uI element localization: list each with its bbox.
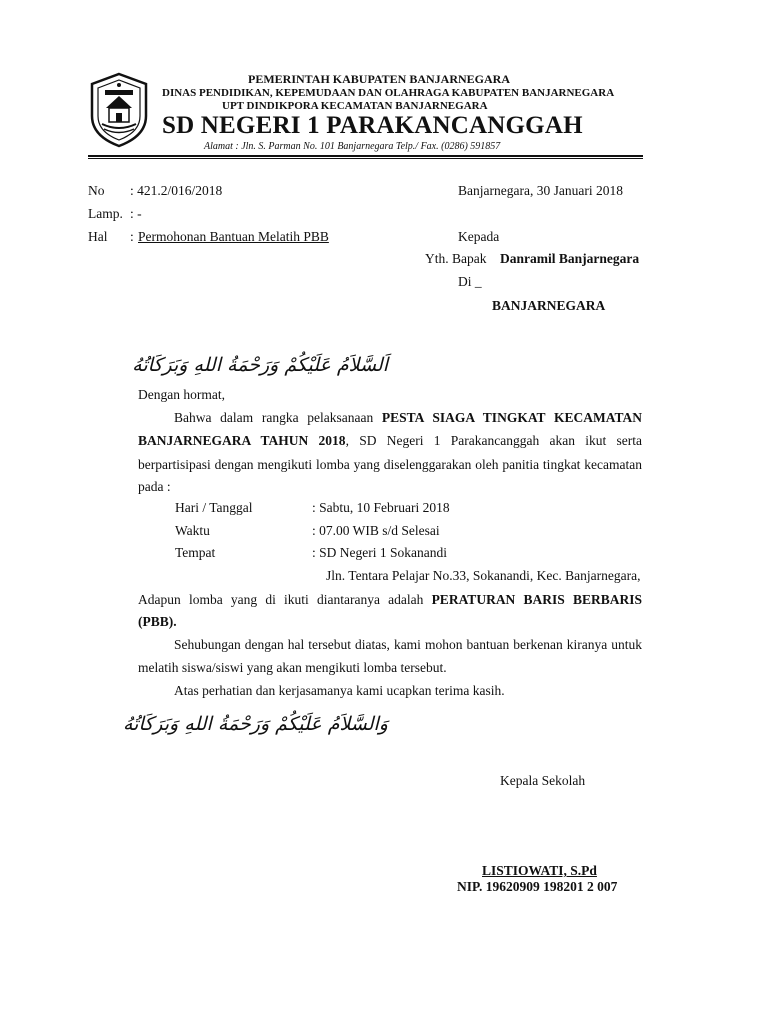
arabic-greeting: اَلسَّلاَمُ عَلَيْكُمْ وَرَحْمَةُ اللهِ وَبَرَكَاتُهُ: [132, 354, 388, 376]
paragraph-4: Atas perhatian dan kerjasamanya kami ucapkan terima kasih.: [174, 683, 505, 698]
detail-place-value: : SD Negeri 1 Sokanandi: [312, 545, 447, 560]
hal-label: Hal: [88, 229, 108, 244]
paragraph-3-line-1: Sehubungan dengan hal tersebut diatas, kami mohon bantuan berkenan kiranya untuk: [174, 637, 642, 652]
no-value: : 421.2/016/2018: [130, 183, 223, 198]
lamp-label: Lamp.: [88, 206, 123, 221]
detail-time-label: Waktu: [175, 523, 210, 538]
no-label: No: [88, 183, 105, 198]
header-government: PEMERINTAH KABUPATEN BANJARNEGARA: [248, 72, 511, 86]
hal-value: Permohonan Bantuan Melatih PBB: [138, 229, 329, 244]
kepada-label: Kepada: [458, 229, 500, 244]
di-label: Di _: [458, 274, 482, 289]
lamp-value: : -: [130, 206, 142, 221]
recipient-city: BANJARNEGARA: [492, 298, 606, 313]
signature-nip: NIP. 19620909 198201 2 007: [457, 879, 618, 894]
paragraph-1-line-3: berpartisipasi dengan mengikuti lomba yang diselenggarakan oleh panitia tingkat kecamatan: [138, 457, 642, 472]
paragraph-2-line-1: [138, 592, 642, 608]
header-upt: UPT DINDIKPORA KECAMATAN BANJARNEGARA: [222, 100, 488, 112]
signature-name: LISTIOWATI, S.Pd: [482, 863, 597, 878]
paragraph-1-line-1: [138, 410, 642, 426]
letter-date: Banjarnegara, 30 Januari 2018: [458, 183, 623, 198]
p1-event-line2: BANJARNEGARA TAHUN 2018: [138, 433, 346, 448]
school-address: Alamat : Jln. S. Parman No. 101 Banjarnegara Telp./ Fax. (0286) 591857: [204, 141, 501, 152]
detail-place-label: Tempat: [175, 545, 216, 560]
header-rule-thick: [88, 155, 643, 157]
detail-day-value: : Sabtu, 10 Februari 2018: [312, 500, 450, 515]
detail-day-label: Hari / Tanggal: [175, 500, 253, 515]
p2-abbreviation: (PBB).: [138, 614, 177, 629]
p1-participation: , SD Negeri 1 Parakancanggah akan ikut serta: [345, 433, 642, 448]
paragraph-3-line-2: melatih siswa/siswi yang akan mengikuti lomba tersebut.: [138, 660, 447, 675]
paragraph-1-line-2: [138, 433, 642, 449]
arabic-closing: وَالسَّلاَمُ عَلَيْكُمْ وَرَحْمَةُ اللهِ وَبَرَكَاتُهُ: [122, 713, 388, 735]
regency-logo: [88, 72, 150, 148]
header-department: DINAS PENDIDIKAN, KEPEMUDAAN DAN OLAHRAGA KABUPATEN BANJARNEGARA: [162, 87, 615, 99]
hal-colon: :: [130, 229, 134, 244]
recipient-name: Danramil Banjarnegara: [500, 251, 640, 266]
detail-place-address: Jln. Tentara Pelajar No.33, Sokanandi, Kec. Banjarnegara,: [326, 568, 641, 583]
detail-time-value: : 07.00 WIB s/d Selesai: [312, 523, 440, 538]
p2-intro: Adapun lomba yang di ikuti diantaranya adalah: [138, 592, 424, 607]
header-rule-thin: [88, 158, 643, 159]
yth-label: Yth. Bapak: [425, 251, 487, 266]
salutation: Dengan hormat,: [138, 387, 225, 402]
paragraph-1-line-4: pada :: [138, 479, 171, 494]
school-name: SD NEGERI 1 PARAKANCANGGAH: [162, 112, 583, 139]
p1-event-line1: PESTA SIAGA TINGKAT KECAMATAN: [381, 410, 642, 425]
p1-intro: Bahwa dalam rangka pelaksanaan: [174, 410, 374, 425]
p2-competition: PERATURAN BARIS BERBARIS: [431, 592, 642, 607]
signature-title: Kepala Sekolah: [500, 773, 586, 788]
